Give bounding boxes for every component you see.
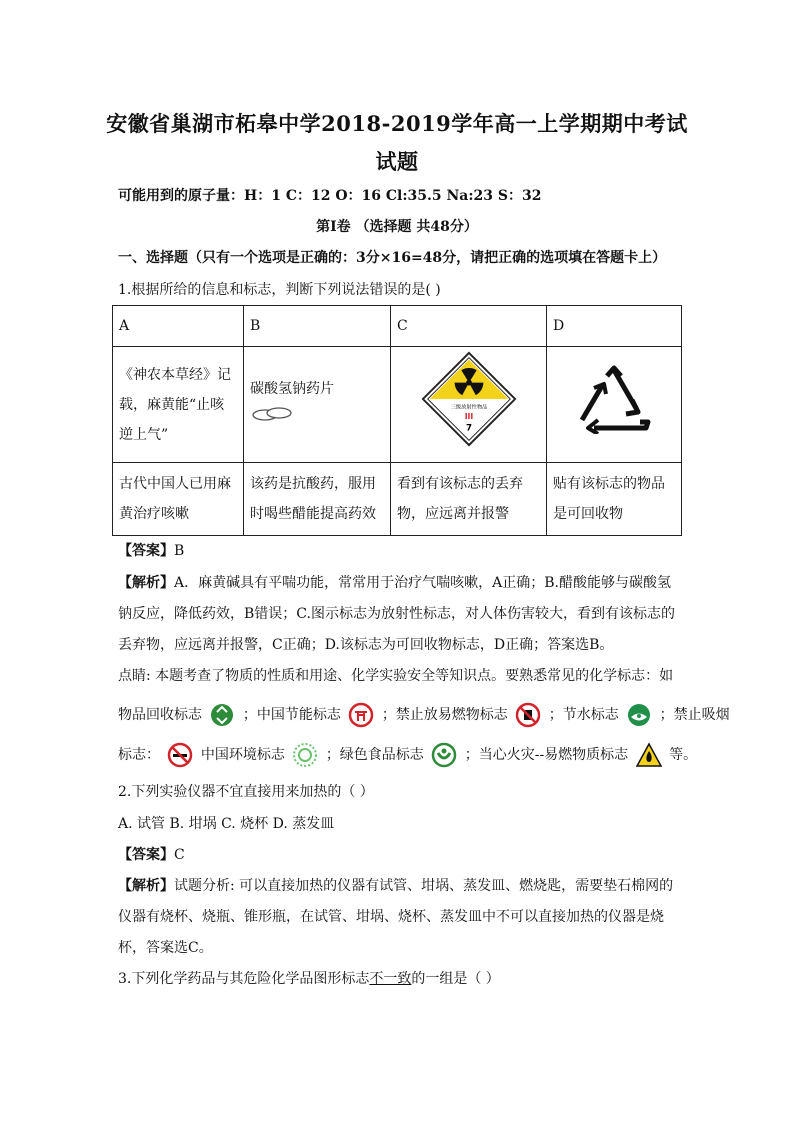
answer-value: C xyxy=(174,847,185,863)
option-b-desc: 该药是抗酸药，服用时喝些醋能提高药效 xyxy=(244,463,391,536)
table-header-b: B xyxy=(244,306,391,347)
q1-stem: 1.根据所给的信息和标志，判断下列说法错误的是( ) xyxy=(118,282,441,298)
q2-analysis xyxy=(118,871,683,964)
q1-answer xyxy=(118,541,688,561)
option-a-info: 《神农本草经》记载，麻黄能“止咳逆上气” xyxy=(113,347,244,463)
no-flammables-icon xyxy=(515,702,541,728)
table-header-c: C xyxy=(391,306,547,347)
q3-stem-text: 的一组是（ ） xyxy=(411,971,500,987)
analysis-label: 【解析】 xyxy=(118,575,174,591)
energy-saving-icon xyxy=(348,702,374,728)
q1-analysis xyxy=(118,568,683,661)
q2-answer xyxy=(118,845,688,865)
radiation-warning-icon xyxy=(421,351,517,447)
water-saving-icon xyxy=(626,702,652,728)
note-text: ；禁止吸烟 xyxy=(659,707,730,723)
table-header-a: A xyxy=(113,306,244,347)
option-b-cell xyxy=(244,347,391,463)
note-text: ；中国节能标志 xyxy=(242,707,341,723)
radiation-sign-number: 7 xyxy=(465,423,472,434)
note-text: 等。 xyxy=(669,747,698,763)
green-food-icon xyxy=(431,742,457,768)
note-text: 物品回收标志 xyxy=(118,707,202,723)
flammable-warning-icon xyxy=(636,742,662,768)
tablets-icon xyxy=(250,404,296,424)
atomic-masses: 可能用到的原子量：H：1 C：12 O：16 Cl:35.5 Na:23 S：32 xyxy=(118,188,542,204)
recycle-icon xyxy=(574,364,654,434)
note-text: ；当心火灾--易燃物质标志 xyxy=(464,747,629,763)
environment-label-icon xyxy=(292,742,318,768)
option-b-info: 碳酸氢钠药片 xyxy=(250,381,334,397)
note-text: 中国环境标志 xyxy=(200,747,285,763)
q1-note-line2 xyxy=(118,700,730,730)
note-text: ；禁止放易燃物标志 xyxy=(381,707,508,723)
option-d-cell xyxy=(547,347,682,463)
radiation-sign-roman: III xyxy=(464,412,473,422)
note-text: 标志： xyxy=(118,747,160,763)
recycling-logo-icon xyxy=(209,702,235,728)
q1-options-table xyxy=(112,305,682,536)
q3-stem xyxy=(118,969,688,989)
answer-label: 【答案】 xyxy=(118,847,174,863)
no-smoking-icon xyxy=(167,742,193,768)
page-title-line2: 试题 xyxy=(375,149,419,174)
analysis-text: A．麻黄碱具有平喘功能，常常用于治疗气喘咳嗽，A正确；B.醋酸能够与碳酸氢钠反应，降低药效，B错误；C.图示标志为放射性标志，对人体伤害较大，看到有该标志的丢弃物，应远离并报警，C正确；D.该标志为可回收物标志，D正确；答案选B。 xyxy=(118,575,675,653)
radiation-sign-text: 三级放射性物品 xyxy=(450,404,487,411)
part1-header: 一、选择题（只有一个选项是正确的：3分×16=48分，请把正确的选项填在答题卡上） xyxy=(118,250,667,266)
analysis-label: 【解析】 xyxy=(118,878,174,894)
analysis-text: 试题分析: 可以直接加热的仪器有试管、坩埚、蒸发皿、燃烧匙，需要垫石棉网的仪器有烧杯、烧瓶、锥形瓶，在试管、坩埚、烧杯、蒸发皿中不可以直接加热的仪器是烧杯，答案选C。 xyxy=(118,878,674,956)
answer-label: 【答案】 xyxy=(118,543,174,559)
option-d-desc: 贴有该标志的物品是可回收物 xyxy=(547,463,682,536)
note-text: ；绿色食品标志 xyxy=(325,747,424,763)
q3-stem-text: 3.下列化学药品与其危险化学品图形标志 xyxy=(118,971,370,987)
option-c-desc: 看到有该标志的丢弃物，应远离并报警 xyxy=(391,463,547,536)
q1-note-line1: 点睛: 本题考查了物质的性质和用途、化学实验安全等知识点。要熟悉常见的化学标志：如 xyxy=(118,668,674,684)
q2-stem: 2.下列实验仪器不宜直接用来加热的（ ） xyxy=(118,784,374,800)
q3-stem-underlined: 不一致 xyxy=(369,971,412,987)
table-header-d: D xyxy=(547,306,682,347)
note-text: ；节水标志 xyxy=(548,707,619,723)
q2-options: A. 试管 B. 坩埚 C. 烧杯 D. 蒸发皿 xyxy=(118,816,335,832)
option-a-desc: 古代中国人已用麻黄治疗咳嗽 xyxy=(113,463,244,536)
answer-value: B xyxy=(174,543,185,559)
q1-note-line3 xyxy=(118,740,698,770)
option-c-cell xyxy=(391,347,547,463)
section-title: 第Ⅰ卷 （选择题 共48分） xyxy=(316,219,478,235)
page-title: 安徽省巢湖市柘皋中学2018-2019学年高一上学期期中考试 xyxy=(106,111,688,136)
